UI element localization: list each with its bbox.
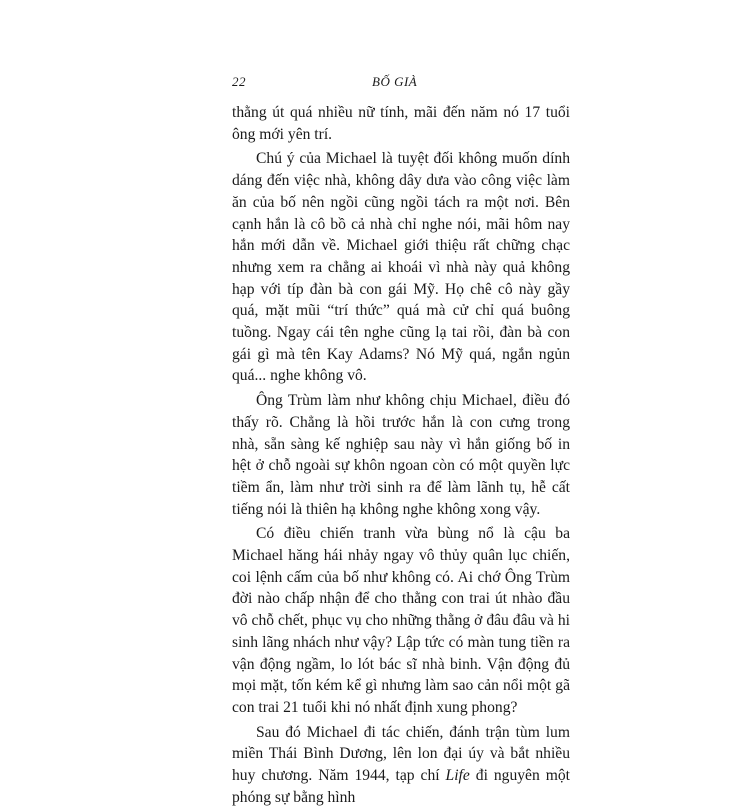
paragraph-5 [232, 722, 570, 809]
running-title: BỐ GIÀ [372, 74, 418, 89]
paragraph-3: Ông Trùm làm như không chịu Michael, điều đó thấy rõ. Chẳng là hồi trước hắn là con cưng trong nhà, sẵn sàng kế nghiệp sau này vì hắn giống bố in hệt ở chỗ ngoài sự khôn ngoan còn có một quyền lực tiềm ẩn, làm như trời sinh ra để làm lãnh tụ, hễ cất tiếng nói là thiên hạ không nghe không xong vậy. [232, 392, 570, 518]
body-text [232, 102, 570, 812]
paragraph-4: Có điều chiến tranh vừa bùng nổ là cậu ba Michael hăng hái nhảy ngay vô thủy quân lục chiến, coi lệnh cấm của bố như không có. Ai chớ Ông Trùm đời nào chấp nhận để cho thằng con trai út nhào đầu vô chỗ chết, phục vụ cho những thằng ở đâu đâu và hi sinh lãng nhách như vậy? Lập tức có màn tung tiền ra vận động ngầm, lo lót bác sĩ nhà binh. Vận động đủ mọi mặt, tốn kém kể gì nhưng làm sao cản nổi một gã con trai 21 tuổi khi nó nhất định xung phong? [232, 525, 570, 716]
paragraph-5-text-end: đi nguyên một phóng sự bằng hình [232, 767, 570, 806]
magazine-title: Life [445, 767, 470, 785]
running-head [232, 74, 570, 92]
paragraph-2: Chú ý của Michael là tuyệt đối không muốn dính dáng đến việc nhà, không dây dưa vào công việc làm ăn của bố nên ngồi cũng ngồi tách ra một nơi. Bên cạnh hắn là cô bồ cả nhà chỉ nghe nói, mãi hôm nay hắn mới dẫn về. Michael giới thiệu rất chững chạc nhưng xem ra chẳng ai khoái vì nhà này quả không hạp với típ đàn bà con gái Mỹ. Họ chê cô này gầy quá, mặt mũi “trí thức” quá mà cử chỉ quá buông tuồng. Ngay cái tên nghe cũng lạ tai rồi, đàn bà con gái gì mà tên Kay Adams? Nó Mỹ quá, ngắn ngủn quá... nghe không vô. [232, 150, 570, 385]
paragraph-1: thằng út quá nhiều nữ tính, mãi đến năm nó 17 tuổi ông mới yên trí. [232, 104, 570, 143]
page-number: 22 [232, 74, 246, 89]
paragraph-5-text-start: Sau đó Michael đi tác chiến, đánh trận tùm lum miền Thái Bình Dương, lên lon đại úy và bắt nhiều huy chương. Năm 1944, tạp chí [232, 723, 570, 785]
